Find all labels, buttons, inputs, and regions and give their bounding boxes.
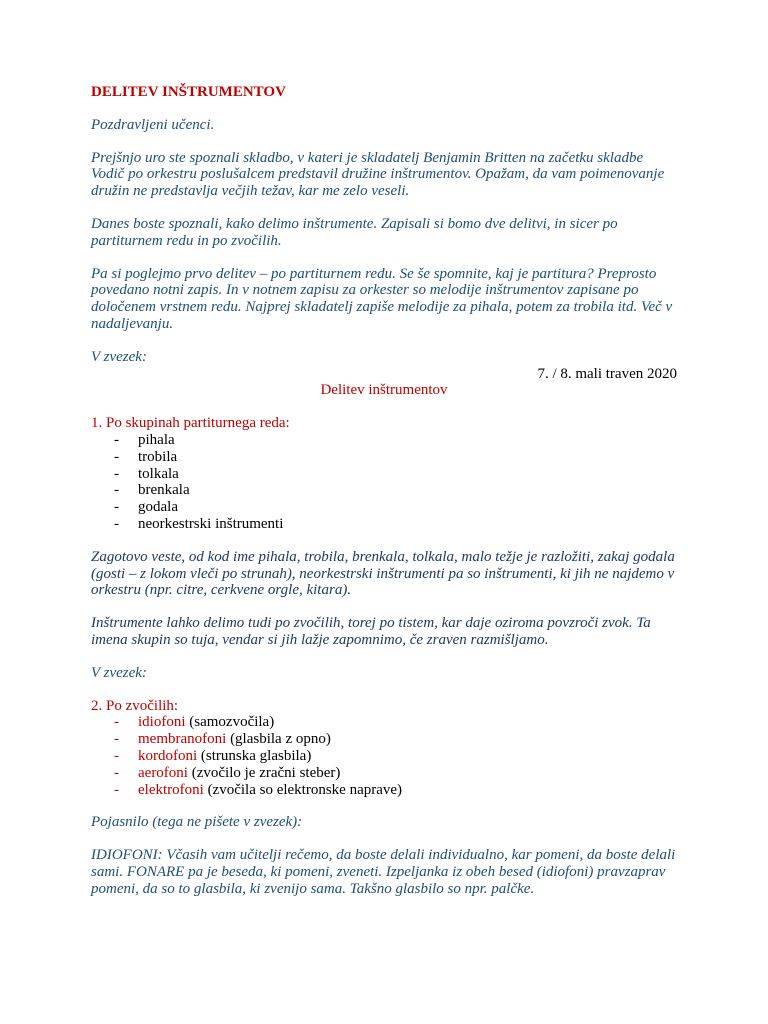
notebook-label-1: V zvezek:: [91, 348, 147, 365]
partitura-paragraph: Pa si poglejmo prvo delitev – po partiturnem redu. Se še spomnite, kaj je partitura? Preprosto povedano notni zapis. In v notnem zapisu za orkester so melodije inštrumentov zapisane po določenem vrstnem redu. Najprej skladatelj zapiše melodije za pihala, potem za trobila itd. Več v nadaljevanju.: [91, 265, 673, 332]
idiofoni-paragraph: IDIOFONI: Včasih vam učitelji rečemo, da boste delali individualno, kar pomeni, da boste delali sami. FONARE pa je beseda, ki pomeni, zveneti. Izpeljanka iz obeh besed (idiofoni) pravzaprav pomeni, da so to glasbila, ki zvenijo sama. Takšno glasbilo so npr. palčke.: [91, 847, 676, 897]
section-1-heading: 1. Po skupinah partiturnega reda:: [91, 415, 290, 432]
list-item: - idiofoni (samozvočila): [114, 714, 275, 731]
section-1-list: [91, 432, 677, 533]
list-item: - brenkala: [114, 482, 190, 499]
notebook-label-2: V zvezek:: [91, 664, 147, 681]
greeting: Pozdravljeni učenci.: [91, 116, 215, 133]
list-item: - elektrofoni (zvočila so elektronske naprave): [114, 781, 403, 798]
date: 7. / 8. mali traven 2020: [537, 365, 677, 382]
section-2-list: [91, 714, 677, 798]
zvocila-paragraph: Inštrumente lahko delimo tudi po zvočilih, torej po tistem, kar daje oziroma povzroči zvok. Ta imena skupin so tuja, vendar si jih lažje zapomnimo, če zraven razmišljamo.: [91, 615, 651, 648]
intro-paragraph: Prejšnjo uro ste spoznali skladbo, v kateri je skladatelj Benjamin Britten na začetku skladbe Vodič po orkestru poslušalcem predstavil družine inštrumentov. Opažam, da vam poimenovanje družin ne predstavlja večjih težav, kar me zelo veseli.: [91, 149, 665, 200]
list-item: - membranofoni (glasbila z opno): [114, 731, 331, 748]
explanation-paragraph: Zagotovo veste, od kod ime pihala, trobila, brenkala, tolkala, malo težje je razložiti, zakaj godala (gosti – z lokom vleči po strunah), neorkestrski inštrumenti pa so inštrumenti, ki jih ne najdemo v orkestru (npr. citre, cerkvene orgle, kitara).: [91, 548, 675, 599]
list-item: - aerofoni (zvočilo je zračni steber): [114, 764, 341, 781]
list-item: - godala: [114, 499, 178, 516]
today-paragraph: Danes boste spoznali, kako delimo inštrumente. Zapisali si bomo dve delitvi, in sicer po partiturnem redu in po zvočilih.: [91, 215, 618, 249]
list-item: - trobila: [114, 448, 178, 465]
notebook-title: Delitev inštrumentov: [320, 382, 448, 399]
list-item: - kordofoni (strunska glasbila): [114, 747, 312, 764]
document-title: DELITEV INŠTRUMENTOV: [91, 84, 286, 100]
section-2-heading: 2. Po zvočilih:: [91, 697, 179, 714]
explanation-label: Pojasnilo (tega ne pišete v zvezek):: [91, 814, 303, 831]
list-item: - neorkestrski inštrumenti: [114, 515, 284, 532]
document-page: [91, 84, 677, 913]
list-item: - pihala: [114, 431, 175, 448]
list-item: - tolkala: [114, 465, 179, 482]
